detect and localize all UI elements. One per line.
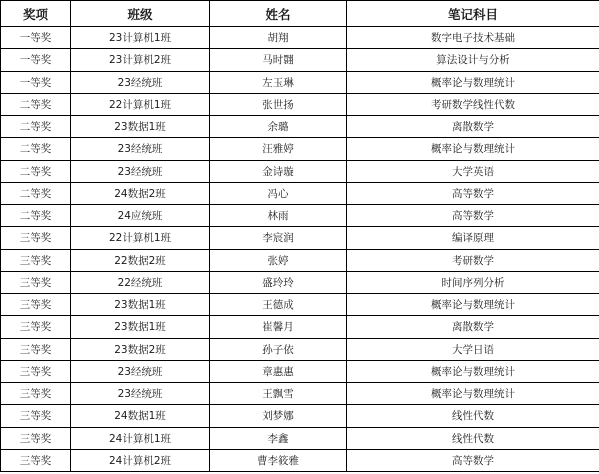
- subject-cell: 考研数学: [347, 249, 599, 271]
- name-cell: 汪雅婷: [210, 138, 347, 160]
- award-cell: 二等奖: [1, 182, 71, 204]
- name-cell: 李鑫: [210, 427, 347, 449]
- table-row: [1, 338, 599, 360]
- subject-cell: 离散数学: [347, 116, 599, 138]
- award-cell: 二等奖: [1, 116, 71, 138]
- award-cell: 一等奖: [1, 27, 71, 49]
- subject-cell: 高等数学: [347, 449, 599, 471]
- header-subject: 笔记科目: [347, 1, 599, 27]
- class-cell: 24计算机2班: [71, 449, 210, 471]
- class-cell: 23数据1班: [71, 316, 210, 338]
- header-name: 姓名: [210, 1, 347, 27]
- name-cell: 崔馨月: [210, 316, 347, 338]
- table-row: [1, 405, 599, 427]
- name-cell: 王飘雪: [210, 383, 347, 405]
- header-award: 奖项: [1, 1, 71, 27]
- class-cell: 22数据2班: [71, 249, 210, 271]
- name-cell: 余璐: [210, 116, 347, 138]
- award-cell: 三等奖: [1, 249, 71, 271]
- award-cell: 三等奖: [1, 271, 71, 293]
- table-row: [1, 449, 599, 471]
- class-cell: 23经统班: [71, 383, 210, 405]
- subject-cell: 线性代数: [347, 405, 599, 427]
- class-cell: 24应统班: [71, 205, 210, 227]
- name-cell: 章惠惠: [210, 360, 347, 382]
- class-cell: 22计算机1班: [71, 227, 210, 249]
- subject-cell: 编译原理: [347, 227, 599, 249]
- table-row: [1, 71, 599, 93]
- award-cell: 三等奖: [1, 294, 71, 316]
- table-row: [1, 93, 599, 115]
- name-cell: 林雨: [210, 205, 347, 227]
- name-cell: 盛玲玲: [210, 271, 347, 293]
- name-cell: 胡翔: [210, 27, 347, 49]
- header-row: [1, 1, 599, 27]
- subject-cell: 概率论与数理统计: [347, 360, 599, 382]
- award-cell: 二等奖: [1, 93, 71, 115]
- subject-cell: 大学英语: [347, 160, 599, 182]
- subject-cell: 大学日语: [347, 338, 599, 360]
- subject-cell: 线性代数: [347, 427, 599, 449]
- table-row: [1, 383, 599, 405]
- class-cell: 23经统班: [71, 360, 210, 382]
- class-cell: 23数据1班: [71, 116, 210, 138]
- table-row: [1, 182, 599, 204]
- table-row: [1, 294, 599, 316]
- subject-cell: 概率论与数理统计: [347, 383, 599, 405]
- name-cell: 李宸润: [210, 227, 347, 249]
- table-row: [1, 360, 599, 382]
- award-cell: 一等奖: [1, 71, 71, 93]
- subject-cell: 概率论与数理统计: [347, 71, 599, 93]
- table-row: [1, 249, 599, 271]
- subject-cell: 高等数学: [347, 182, 599, 204]
- subject-cell: 算法设计与分析: [347, 49, 599, 71]
- award-cell: 三等奖: [1, 449, 71, 471]
- table-row: [1, 138, 599, 160]
- award-cell: 三等奖: [1, 316, 71, 338]
- class-cell: 24计算机1班: [71, 427, 210, 449]
- award-cell: 三等奖: [1, 405, 71, 427]
- award-cell: 二等奖: [1, 205, 71, 227]
- name-cell: 王德成: [210, 294, 347, 316]
- award-cell: 三等奖: [1, 360, 71, 382]
- table-row: [1, 27, 599, 49]
- award-cell: 三等奖: [1, 427, 71, 449]
- name-cell: 张世扬: [210, 93, 347, 115]
- subject-cell: 考研数学线性代数: [347, 93, 599, 115]
- award-cell: 一等奖: [1, 49, 71, 71]
- subject-cell: 概率论与数理统计: [347, 138, 599, 160]
- name-cell: 金诗璇: [210, 160, 347, 182]
- award-cell: 三等奖: [1, 227, 71, 249]
- class-cell: 23经统班: [71, 71, 210, 93]
- name-cell: 孙子依: [210, 338, 347, 360]
- name-cell: 冯心: [210, 182, 347, 204]
- subject-cell: 高等数学: [347, 205, 599, 227]
- name-cell: 曹李筱雅: [210, 449, 347, 471]
- class-cell: 22计算机1班: [71, 93, 210, 115]
- class-cell: 23经统班: [71, 138, 210, 160]
- award-cell: 二等奖: [1, 138, 71, 160]
- class-cell: 22经统班: [71, 271, 210, 293]
- subject-cell: 离散数学: [347, 316, 599, 338]
- class-cell: 23数据2班: [71, 338, 210, 360]
- name-cell: 张婷: [210, 249, 347, 271]
- table-row: [1, 49, 599, 71]
- award-cell: 三等奖: [1, 383, 71, 405]
- class-cell: 23计算机1班: [71, 27, 210, 49]
- name-cell: 左玉琳: [210, 71, 347, 93]
- name-cell: 刘梦娜: [210, 405, 347, 427]
- class-cell: 24数据1班: [71, 405, 210, 427]
- table-body: [1, 27, 599, 472]
- class-cell: 23经统班: [71, 160, 210, 182]
- class-cell: 23数据1班: [71, 294, 210, 316]
- table-row: [1, 205, 599, 227]
- class-cell: 24数据2班: [71, 182, 210, 204]
- table-row: [1, 316, 599, 338]
- subject-cell: 数字电子技术基础: [347, 27, 599, 49]
- subject-cell: 概率论与数理统计: [347, 294, 599, 316]
- table-row: [1, 116, 599, 138]
- subject-cell: 时间序列分析: [347, 271, 599, 293]
- name-cell: 马时翾: [210, 49, 347, 71]
- table-row: [1, 227, 599, 249]
- table-row: [1, 271, 599, 293]
- award-cell: 三等奖: [1, 338, 71, 360]
- award-cell: 二等奖: [1, 160, 71, 182]
- header-class: 班级: [71, 1, 210, 27]
- table-row: [1, 160, 599, 182]
- table-row: [1, 427, 599, 449]
- class-cell: 23计算机2班: [71, 49, 210, 71]
